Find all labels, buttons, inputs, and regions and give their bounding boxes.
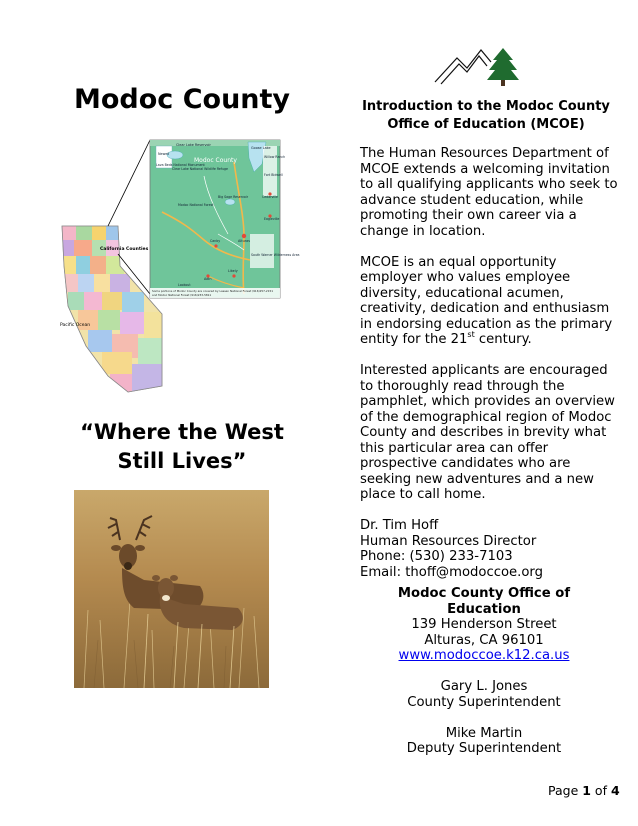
- ordinal-suffix: st: [467, 329, 475, 339]
- page-prefix: Page: [548, 783, 583, 798]
- office-street: 139 Henderson Street: [411, 617, 557, 632]
- superintendent-title: County Superintendent: [407, 694, 561, 710]
- map-place-big-sage: Big Sage Reservoir: [218, 195, 249, 199]
- intro-paragraph-2-text: MCOE is an equal opportunity employer who values employee diversity, educational acumen, creativity, dedication and enthusiasm in endorsing education as the primary entity for the 21: [360, 254, 613, 347]
- contact-block: [360, 518, 622, 580]
- inset-map-title: Modoc County: [194, 157, 237, 164]
- map-place-modoc-forest: Modoc National Forest: [178, 203, 214, 207]
- map-ca-label: California Counties: [100, 247, 149, 252]
- map-place-canby: Canby: [210, 239, 221, 243]
- map-place-lava-beds: Lava Beds National Monument: [156, 163, 205, 167]
- map-place-fort-bidwell: Fort Bidwell: [264, 173, 283, 177]
- map-place-alturas: Alturas: [238, 239, 250, 243]
- deputy-title: Deputy Superintendent: [406, 741, 562, 756]
- map-place-likely: Likely: [228, 269, 238, 273]
- contact-email: Email: thoff@modoccoe.org: [360, 564, 543, 580]
- contact-phone: Phone: (530) 233-7103: [360, 549, 513, 564]
- map-ocean-label: Pacific Ocean: [60, 323, 91, 328]
- pine-tree-icon: [487, 48, 519, 86]
- slogan: “Where the West Still Lives”: [80, 420, 284, 473]
- office-city: Alturas, CA 96101: [424, 632, 544, 648]
- superintendent-name: Gary L. Jones: [440, 679, 528, 694]
- map-place-clear-lake-reservoir: Clear Lake Reservoir: [176, 143, 211, 147]
- map-place-south-warner: South Warner Wilderness Area: [251, 253, 300, 257]
- office-block: [360, 586, 608, 757]
- contact-name: Dr. Tim Hoff: [360, 518, 439, 533]
- deputy-name: Mike Martin: [445, 725, 523, 741]
- map-footnote-1: Some portions of Modoc County are covered by Lassen National Forest (916)257-2151: [152, 289, 274, 293]
- mountain-tree-logo: [433, 44, 523, 90]
- intro-paragraph-2-end: century.: [474, 332, 532, 347]
- deer-photo: [74, 490, 269, 688]
- map-place-newell: Newell: [158, 152, 170, 156]
- intro-body: [360, 146, 622, 580]
- map-place-willow-ranch: Willow Ranch: [264, 155, 286, 159]
- intro-paragraph-3: Interested applicants are encouraged to thoroughly read through the pamphlet, which provides an overview of the demographical region of Modoc County and describes in brevity what this particular area can offer prospective candidates who are seeking new adventures and a new place to call home.: [360, 363, 615, 502]
- office-name: Modoc County Office of Education: [397, 586, 571, 617]
- map-place-cedarville: Cedarville: [262, 195, 278, 199]
- map-place-adin: Adin: [204, 277, 212, 281]
- intro-paragraph-1: The Human Resources Department of MCOE extends a welcoming invitation to all qualifying applicants who seek to advance student education, while promoting their own career via a change in location.: [360, 146, 618, 239]
- page-current: 1: [582, 783, 591, 798]
- map-place-clear-lake-refuge: Clear Lake National Wildlife Refuge: [172, 167, 228, 171]
- office-website-link[interactable]: www.modoccoe.k12.ca.us: [398, 648, 570, 663]
- map-place-goose-lake: Goose Lake: [251, 146, 271, 150]
- california-map: [60, 226, 164, 394]
- county-title: Modoc County: [74, 84, 291, 115]
- page-total: 4: [610, 783, 620, 798]
- intro-paragraph-2: [360, 255, 622, 348]
- modoc-county-map: [58, 136, 300, 394]
- map-place-eagleville: Eagleville: [264, 217, 280, 221]
- modoc-inset-map: [150, 140, 300, 298]
- intro-title: Introduction to the Modoc County Office of Education (MCOE): [362, 99, 610, 132]
- map-footnote-2: and Modoc National Forest (916)233-5811: [152, 293, 212, 297]
- connector-line-top: [108, 140, 150, 226]
- page-of: of: [590, 783, 611, 798]
- map-place-lookout: Lookout: [178, 283, 191, 287]
- contact-title: Human Resources Director: [360, 533, 537, 549]
- page-number: [548, 783, 620, 798]
